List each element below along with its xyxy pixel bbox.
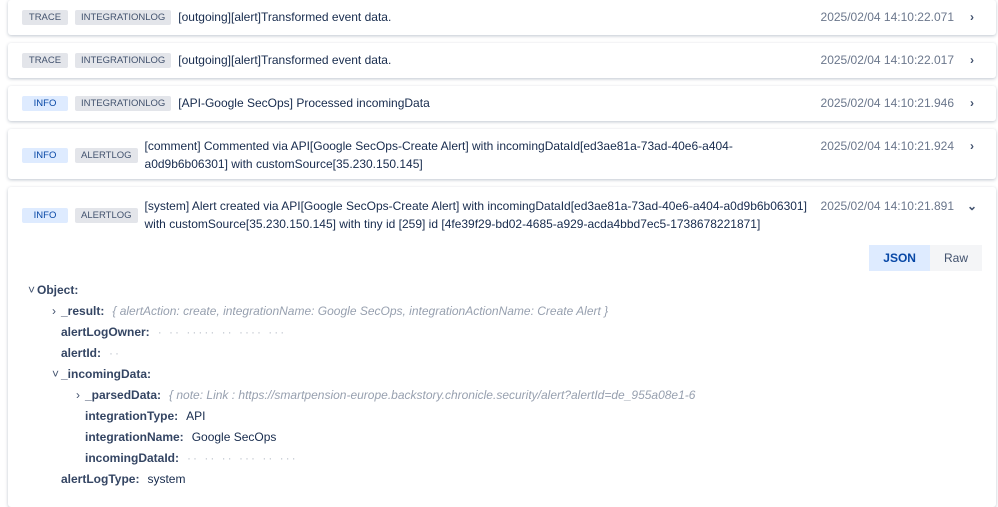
type-badge: INTEGRATIONLOG [75, 96, 171, 111]
tree-node-incomingdataid: incomingDataId: ·· ·· ·· ··· ·· ··· [85, 451, 298, 465]
json-view-button[interactable]: JSON [869, 245, 930, 271]
level-badge: INFO [22, 148, 68, 163]
log-timestamp: 2025/02/04 14:10:22.071 [820, 10, 954, 24]
log-row-expanded[interactable] [8, 187, 996, 507]
tree-node-alertid: alertId: ·· [61, 346, 122, 360]
raw-view-button[interactable]: Raw [930, 245, 982, 271]
type-badge: ALERTLOG [75, 148, 138, 163]
chevron-right-icon[interactable]: › [970, 139, 974, 153]
tree-node-incomingdata[interactable]: ˅ _incomingData: [52, 367, 152, 381]
tree-node-parseddata[interactable]: › _parsedData: { note: Link : https://smartpension-europe.backstory.chronicle.security/alert?alertId=de_955a08e1-6 [76, 388, 696, 402]
log-message: [API-Google SecOps] Processed incomingData [178, 96, 430, 110]
chevron-right-icon[interactable]: › [970, 96, 974, 110]
log-message: [outgoing][alert]Transformed event data. [178, 53, 392, 67]
level-badge: TRACE [22, 10, 68, 25]
log-timestamp: 2025/02/04 14:10:21.924 [820, 139, 954, 153]
tree-node-alertlogowner: alertLogOwner: · ·· ····· ·· ···· ··· [61, 325, 287, 339]
level-badge: TRACE [22, 53, 68, 68]
caret-right-icon: › [52, 304, 56, 318]
chevron-down-icon[interactable]: ⌄ [966, 199, 978, 213]
redacted-value: · ·· ····· ·· ···· ··· [157, 325, 287, 339]
log-timestamp: 2025/02/04 14:10:21.946 [820, 96, 954, 110]
log-row[interactable] [8, 86, 996, 121]
type-badge: INTEGRATIONLOG [75, 53, 171, 68]
tree-node-result[interactable]: › _result: { alertAction: create, integrationName: Google SecOps, integrationActionName: Create Alert } [52, 304, 609, 318]
log-timestamp: 2025/02/04 14:10:21.891 [820, 199, 954, 213]
caret-down-icon: ˅ [52, 367, 60, 381]
level-badge: INFO [22, 208, 68, 223]
redacted-value: ·· [109, 346, 122, 360]
caret-down-icon: ˅ [28, 283, 36, 297]
log-message: [system] Alert created via API[Google SecOps-Create Alert] with incomingDataId[ed3ae81a-73ad-40e6-a404-a0d9b6b06301] with customSource[35.230.150.145] with tiny id [259] id [4fe39f29-bd02-4685-a929-acda4bbd7ec5-1738678221871] [144, 199, 807, 231]
tree-node-integrationname: integrationName: Google SecOps [85, 430, 277, 444]
view-toggle [869, 245, 982, 271]
caret-right-icon: › [76, 388, 80, 402]
tree-node-alertlogtype: alertLogType: system [61, 472, 186, 486]
log-message: [outgoing][alert]Transformed event data. [178, 10, 392, 24]
type-badge: INTEGRATIONLOG [75, 10, 171, 25]
log-row[interactable] [8, 129, 996, 179]
log-message: [comment] Commented via API[Google SecOps-Create Alert] with incomingDataId[ed3ae81a-73ad-40e6-a404-a0d9b6b06301] with customSource[35.230.150.145] [144, 139, 733, 171]
log-timestamp: 2025/02/04 14:10:22.017 [820, 53, 954, 67]
chevron-right-icon[interactable]: › [970, 53, 974, 67]
log-row[interactable] [8, 0, 996, 35]
type-badge: ALERTLOG [75, 208, 138, 223]
log-row[interactable] [8, 43, 996, 78]
tree-root[interactable]: ˅ Object: [28, 283, 79, 297]
level-badge: INFO [22, 96, 68, 111]
redacted-value: ·· ·· ·· ··· ·· ··· [187, 451, 298, 465]
chevron-right-icon[interactable]: › [970, 10, 974, 24]
tree-node-integrationtype: integrationType: API [85, 409, 206, 423]
